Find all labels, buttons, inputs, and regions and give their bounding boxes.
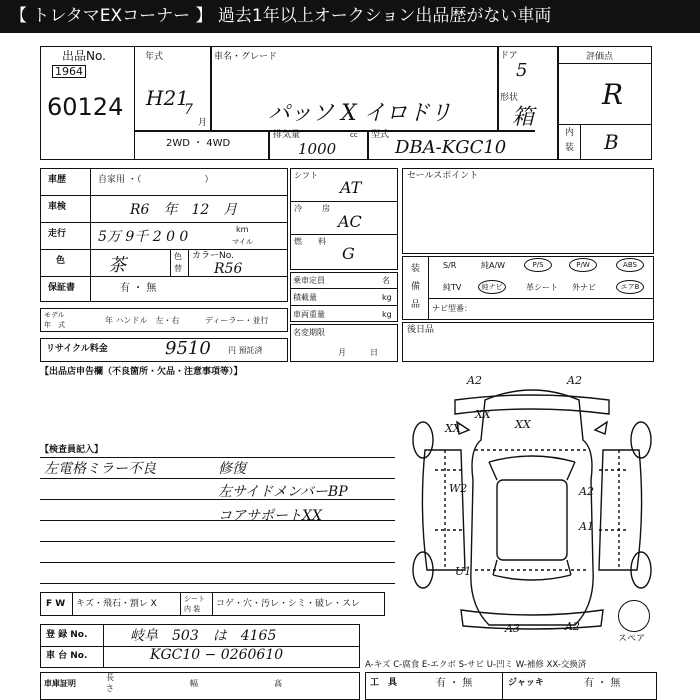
weight-unit: kg: [382, 310, 392, 319]
load-unit: kg: [382, 293, 392, 302]
name-change-label: 名変期限: [293, 328, 325, 337]
load-label: 積載量: [293, 293, 317, 302]
warranty-text: 有 ・ 無: [120, 283, 157, 294]
fuel-label-1: 燃: [294, 237, 302, 246]
jack-label: ジャッキ: [508, 678, 544, 688]
mark-a2-front-left: A2: [467, 374, 482, 387]
accessories-label: 後日品: [407, 325, 435, 335]
registration-value: 岐阜 503 は 4165: [130, 628, 277, 644]
ac-label-2: 房: [322, 204, 330, 213]
shaken-label: 車検: [48, 202, 67, 212]
equip-label-2: 備: [411, 282, 421, 292]
model-label: 型式: [371, 130, 390, 140]
mark-w2: W2: [449, 482, 468, 495]
recycle-label: リサイクル料金: [46, 344, 108, 354]
inspector-line-4: コアサポートXX: [218, 508, 322, 524]
name-change-text: 月 日: [338, 348, 378, 357]
tool-label: 工 具: [370, 678, 398, 688]
equip-navi: 純ナビ: [478, 280, 506, 294]
tool-text: 有 ・ 無: [436, 678, 473, 689]
month-value: 7: [184, 102, 193, 118]
mark-a2-rear: A2: [565, 620, 580, 633]
rear-bumper: [461, 610, 603, 629]
equip-tv: 純TV: [443, 283, 462, 292]
legend-text: A-キズ C-腐食 E-エクボ S-サビ U-凹ミ W-補修 XX-交換済: [365, 660, 587, 670]
recycle-value: 9510: [165, 338, 211, 359]
interior-label-1: 内: [565, 128, 575, 138]
shaken-text: R6 年 12 月: [130, 202, 238, 218]
color-value: 茶: [108, 255, 126, 276]
spare-label: スペア: [618, 634, 646, 644]
car-name: パッソ X イロドリ: [268, 101, 452, 126]
doors-value: 5: [516, 60, 528, 81]
weight-label: 車両重量: [293, 310, 325, 319]
model-year-label-2: 年 式: [44, 321, 65, 329]
capacity-unit: 名: [382, 276, 390, 285]
shape-value: 箱: [512, 105, 535, 130]
fw-text1: キズ・飛石・割レ X: [76, 599, 157, 609]
mark-u1: U1: [455, 565, 472, 578]
jack-text: 有 ・ 無: [584, 678, 621, 689]
inspector-label: 【検査員記入】: [40, 445, 104, 455]
capacity-label: 乗車定員: [293, 276, 325, 285]
equip-label-3: 品: [411, 300, 421, 310]
name-label: 車名・グレード: [214, 52, 278, 62]
fw-text2: コゲ・穴・汚レ・シミ・破レ・スレ: [216, 599, 361, 609]
spare-tire-icon: [618, 600, 650, 632]
fuel-value: G: [342, 244, 355, 263]
equip-label-1: 装: [411, 264, 421, 274]
chassis-label: 車 台 No.: [46, 651, 88, 661]
equip-ps: P/S: [524, 258, 552, 272]
seller-notes-label: 【出品店申告欄（不良箇所・欠品・注意事項等）】: [40, 367, 243, 377]
ac-label-1: 冷: [294, 204, 302, 213]
shift-label: シフト: [294, 171, 318, 180]
car-roof: [497, 480, 567, 560]
navi-label: ナビ型番：: [432, 304, 472, 313]
mark-a1: A1: [579, 520, 594, 533]
recycle-unit: 円 預託済: [228, 346, 263, 355]
interior-value: B: [604, 130, 619, 154]
garage-width: 幅: [190, 679, 198, 688]
reki-text: 自家用 ・（ ）: [98, 175, 214, 185]
garage-label: 車庫証明: [44, 679, 76, 688]
lot-number: 60124: [47, 93, 124, 121]
handle-text: 年 ハンドル 左・右: [105, 316, 180, 325]
reki-label: 車歴: [48, 175, 67, 185]
equip-pw: P/W: [569, 258, 597, 272]
color-kanji-1: 色: [174, 252, 182, 261]
equip-s-r: S/R: [443, 261, 457, 270]
lot-label: 出品No.: [62, 49, 106, 63]
doors-label: ドア: [500, 51, 518, 61]
km-unit: km: [236, 225, 249, 234]
equip-ext-navi: 外ナビ: [572, 283, 596, 292]
registration-label: 登 録 No.: [46, 630, 88, 640]
color-code-label: カラーNo.: [192, 251, 234, 261]
dealer-text: ディーラー・並行: [205, 316, 269, 325]
fw-label2-a: シート: [184, 595, 205, 603]
warranty-label: 保証書: [48, 283, 76, 293]
garage-length-2: さ: [106, 684, 114, 693]
cc-unit: cc: [350, 131, 358, 139]
shift-value: AT: [340, 178, 362, 197]
fuel-label-2: 料: [318, 237, 326, 246]
fw-label2-b: 内 装: [184, 605, 201, 613]
model-year-label-1: モデル: [44, 311, 65, 319]
inspector-line-1: 左電格ミラー不良: [44, 461, 156, 477]
mile-unit: マイル: [232, 238, 253, 246]
ac-value: AC: [338, 212, 362, 231]
model-value: DBA-KGC10: [395, 137, 507, 158]
displacement-label: 排気量: [273, 130, 301, 140]
accessories-box: [402, 322, 654, 362]
mark-xx-1: XX: [445, 422, 461, 435]
year-value: H21: [146, 86, 189, 110]
mark-a3: A3: [505, 622, 520, 635]
equip-airbag: エアB: [616, 280, 644, 294]
mark-xx-2: XX: [515, 418, 531, 431]
drive-text: 2WD ・ 4WD: [166, 138, 231, 149]
fw-label: F W: [46, 599, 66, 609]
displacement-value: 1000: [298, 140, 337, 158]
inspector-line-3: 左サイドメンバーBP: [218, 484, 348, 500]
lot-sub: 1964: [52, 65, 86, 78]
shape-label: 形状: [500, 93, 519, 103]
inspector-line-2: 修復: [218, 461, 246, 477]
equip-leather: 革シート: [526, 283, 558, 292]
color-kanji-2: 替: [174, 264, 182, 273]
equip-abs: ABS: [616, 258, 644, 272]
car-diagram: [405, 370, 660, 635]
garage-length-1: 長: [106, 673, 114, 682]
interior-label-2: 装: [565, 143, 575, 153]
header-title: 【 トレタマEXコーナー 】 過去1年以上オークション出品歴がない車両: [0, 0, 700, 33]
mark-xx-3: XX: [475, 408, 491, 421]
mileage-label: 走行: [48, 229, 67, 239]
month-unit: 月: [198, 118, 208, 128]
mark-a2-side: A2: [579, 485, 594, 498]
sales-label: セールスポイント: [407, 171, 479, 181]
year-label: 年式: [145, 52, 164, 62]
mileage-text: 5万 9千 2 0 0: [98, 229, 189, 245]
garage-box: [40, 672, 360, 700]
mark-a2-front-right: A2: [567, 374, 582, 387]
color-label: 色: [56, 256, 66, 266]
score-label: 評価点: [586, 52, 614, 62]
score-value: R: [602, 78, 624, 111]
equip-aw: 純A/W: [481, 261, 506, 270]
garage-height: 高: [274, 679, 282, 688]
chassis-value: KGC10 − 0260610: [150, 647, 284, 663]
color-code-value: R56: [214, 261, 243, 277]
car-body-outline: [471, 390, 593, 625]
